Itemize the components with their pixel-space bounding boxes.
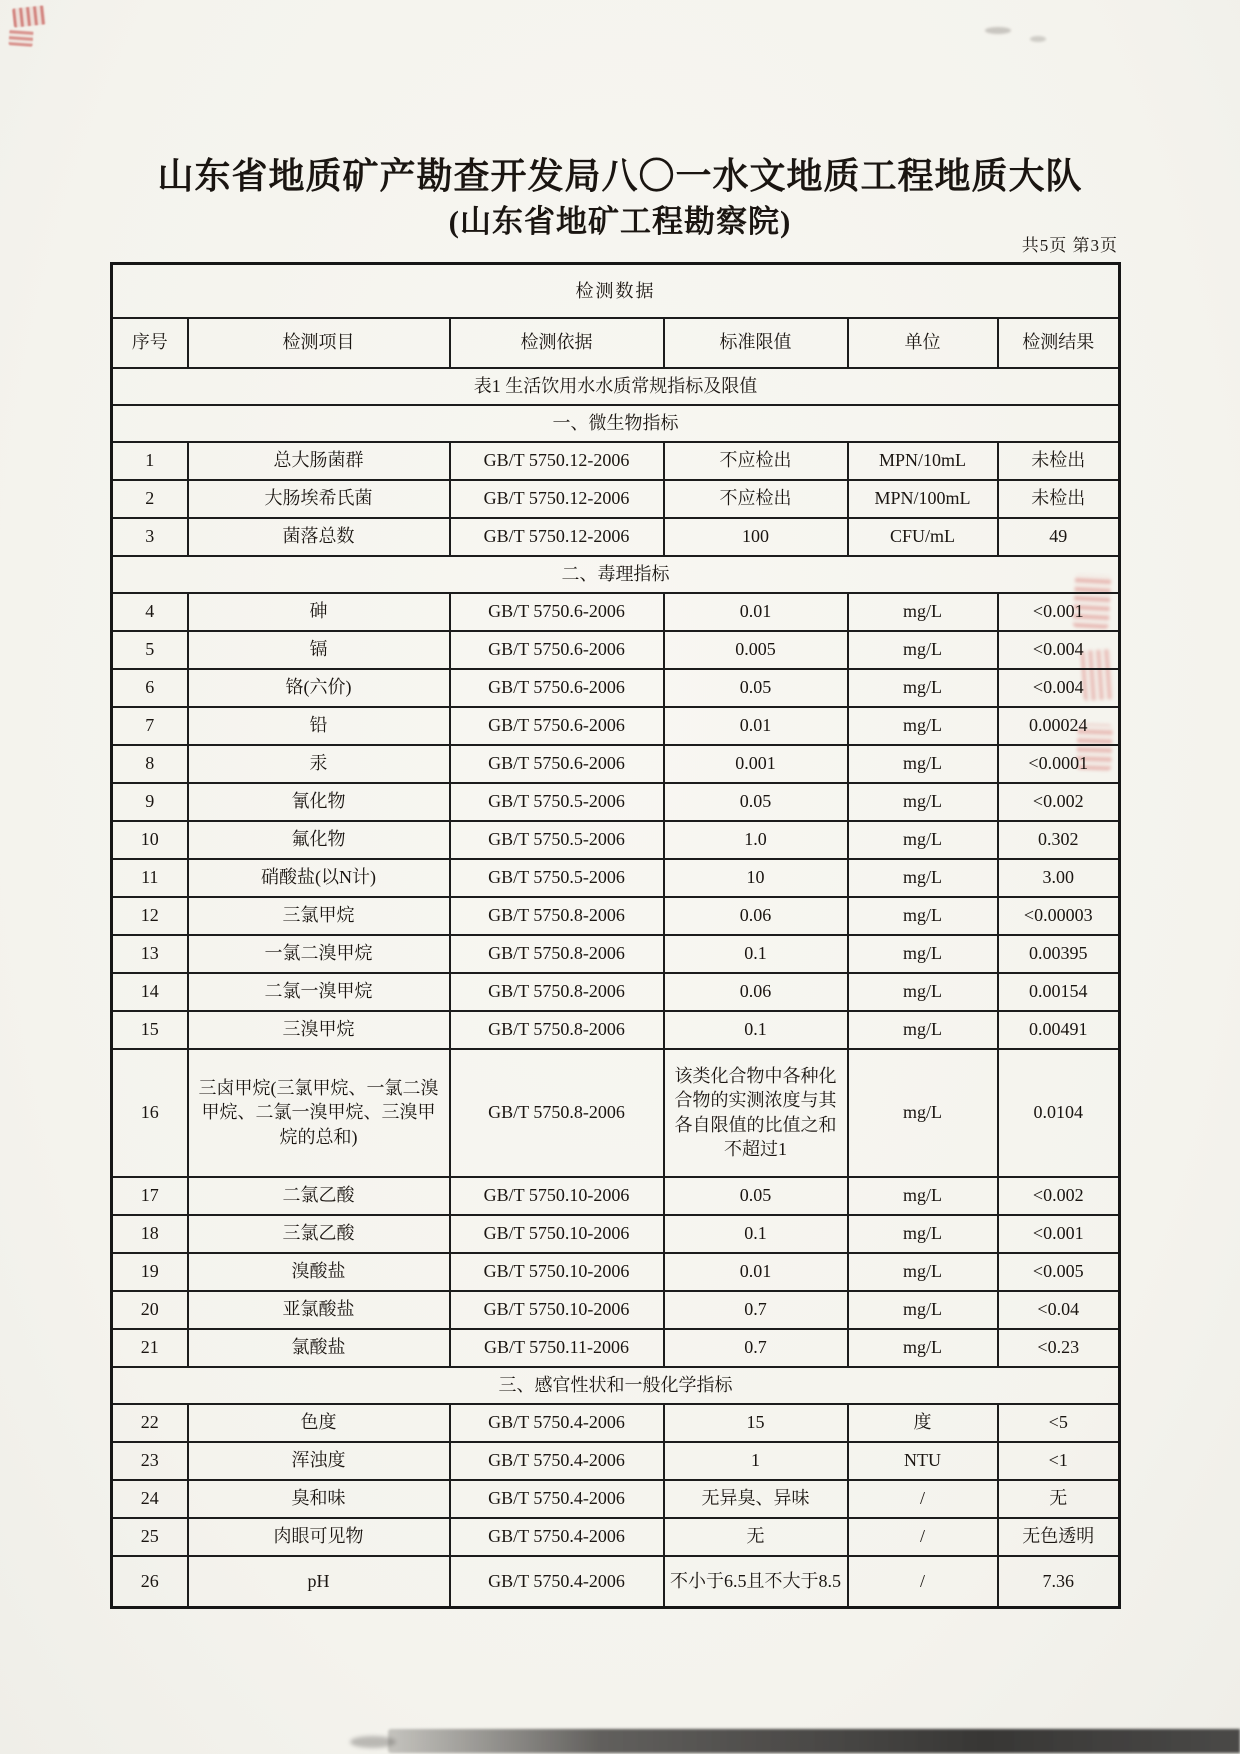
organization-subtitle: (山东省地矿工程勘察院) bbox=[448, 204, 792, 239]
table-row bbox=[112, 1404, 1120, 1442]
cell-limit: 15 bbox=[664, 1404, 848, 1442]
cell-unit: mg/L bbox=[848, 859, 998, 897]
cell-unit: mg/L bbox=[848, 631, 998, 669]
cell-limit: 0.05 bbox=[664, 783, 848, 821]
cell-limit: 0.001 bbox=[664, 745, 848, 783]
cell-no: 11 bbox=[112, 859, 188, 897]
cell-limit: 该类化合物中各种化合物的实测浓度与其各自限值的比值之和不超过1 bbox=[664, 1049, 848, 1177]
cell-result: <0.23 bbox=[998, 1329, 1120, 1367]
cell-result: 未检出 bbox=[998, 480, 1120, 518]
page-indicator: 共5页 第3页 bbox=[1021, 236, 1118, 255]
cell-no: 19 bbox=[112, 1253, 188, 1291]
cell-result: <0.002 bbox=[998, 783, 1120, 821]
cell-result: <0.004 bbox=[998, 631, 1120, 669]
cell-limit: 0.01 bbox=[664, 707, 848, 745]
section-label: 二、毒理指标 bbox=[112, 556, 1120, 593]
cell-item: 臭和味 bbox=[188, 1480, 450, 1518]
table-row bbox=[112, 1177, 1120, 1215]
cell-unit: MPN/100mL bbox=[848, 480, 998, 518]
column-header-1: 检测项目 bbox=[188, 318, 450, 368]
cell-result: <5 bbox=[998, 1404, 1120, 1442]
cell-basis: GB/T 5750.8-2006 bbox=[450, 935, 664, 973]
cell-unit: mg/L bbox=[848, 783, 998, 821]
cell-no: 24 bbox=[112, 1480, 188, 1518]
table-row bbox=[112, 1253, 1120, 1291]
cell-limit: 无 bbox=[664, 1518, 848, 1556]
table-row bbox=[112, 783, 1120, 821]
cell-no: 15 bbox=[112, 1011, 188, 1049]
cell-basis: GB/T 5750.8-2006 bbox=[450, 897, 664, 935]
cell-unit: MPN/10mL bbox=[848, 442, 998, 480]
cell-item: 浑浊度 bbox=[188, 1442, 450, 1480]
cell-item: 汞 bbox=[188, 745, 450, 783]
cell-item: pH bbox=[188, 1556, 450, 1608]
cell-item: 三氯乙酸 bbox=[188, 1215, 450, 1253]
cell-unit: mg/L bbox=[848, 593, 998, 631]
column-header-2: 检测依据 bbox=[450, 318, 664, 368]
cell-no: 20 bbox=[112, 1291, 188, 1329]
cell-limit: 不应检出 bbox=[664, 442, 848, 480]
cell-result: <0.00003 bbox=[998, 897, 1120, 935]
cell-basis: GB/T 5750.10-2006 bbox=[450, 1291, 664, 1329]
cell-item: 三溴甲烷 bbox=[188, 1011, 450, 1049]
cell-basis: GB/T 5750.5-2006 bbox=[450, 783, 664, 821]
cell-no: 23 bbox=[112, 1442, 188, 1480]
cell-limit: 不应检出 bbox=[664, 480, 848, 518]
cell-basis: GB/T 5750.5-2006 bbox=[450, 821, 664, 859]
table-row bbox=[112, 745, 1120, 783]
cell-limit: 0.1 bbox=[664, 1215, 848, 1253]
cell-item: 硝酸盐(以N计) bbox=[188, 859, 450, 897]
cell-unit: mg/L bbox=[848, 821, 998, 859]
cell-no: 4 bbox=[112, 593, 188, 631]
cell-item: 大肠埃希氏菌 bbox=[188, 480, 450, 518]
table-title: 检测数据 bbox=[112, 264, 1120, 318]
column-header-row bbox=[112, 318, 1120, 368]
cell-item: 砷 bbox=[188, 593, 450, 631]
cell-no: 12 bbox=[112, 897, 188, 935]
cell-item: 色度 bbox=[188, 1404, 450, 1442]
cell-unit: mg/L bbox=[848, 1011, 998, 1049]
red-seal-fragment-top-left-2 bbox=[8, 29, 33, 47]
table-row bbox=[112, 1442, 1120, 1480]
cell-result: <0.004 bbox=[998, 669, 1120, 707]
cell-result: <0.002 bbox=[998, 1177, 1120, 1215]
cell-limit: 不小于6.5且不大于8.5 bbox=[664, 1556, 848, 1608]
cell-limit: 10 bbox=[664, 859, 848, 897]
cell-unit: mg/L bbox=[848, 897, 998, 935]
table-row bbox=[112, 669, 1120, 707]
cell-item: 氰化物 bbox=[188, 783, 450, 821]
cell-limit: 1.0 bbox=[664, 821, 848, 859]
cell-result: <0.001 bbox=[998, 593, 1120, 631]
cell-no: 3 bbox=[112, 518, 188, 556]
cell-basis: GB/T 5750.8-2006 bbox=[450, 1011, 664, 1049]
cell-item: 亚氯酸盐 bbox=[188, 1291, 450, 1329]
cell-limit: 0.01 bbox=[664, 1253, 848, 1291]
cell-limit: 0.7 bbox=[664, 1291, 848, 1329]
cell-limit: 0.05 bbox=[664, 1177, 848, 1215]
cell-item: 二氯一溴甲烷 bbox=[188, 973, 450, 1011]
cell-result: <0.0001 bbox=[998, 745, 1120, 783]
cell-unit: 度 bbox=[848, 1404, 998, 1442]
cell-basis: GB/T 5750.6-2006 bbox=[450, 707, 664, 745]
table-row bbox=[112, 821, 1120, 859]
cell-basis: GB/T 5750.12-2006 bbox=[450, 442, 664, 480]
cell-basis: GB/T 5750.6-2006 bbox=[450, 593, 664, 631]
cell-basis: GB/T 5750.12-2006 bbox=[450, 480, 664, 518]
scan-shadow-bar-bottom bbox=[388, 1729, 1240, 1753]
cell-limit: 0.01 bbox=[664, 593, 848, 631]
cell-limit: 100 bbox=[664, 518, 848, 556]
scan-smudge-bottom-left bbox=[350, 1736, 396, 1748]
cell-unit: CFU/mL bbox=[848, 518, 998, 556]
cell-basis: GB/T 5750.6-2006 bbox=[450, 631, 664, 669]
organization-title: 山东省地质矿产勘查开发局八〇一水文地质工程地质大队 bbox=[157, 156, 1083, 196]
cell-result: 49 bbox=[998, 518, 1120, 556]
scan-speck-top-right-1 bbox=[985, 27, 1011, 34]
cell-unit: mg/L bbox=[848, 1329, 998, 1367]
cell-result: 0.00491 bbox=[998, 1011, 1120, 1049]
cell-no: 25 bbox=[112, 1518, 188, 1556]
cell-unit: mg/L bbox=[848, 1291, 998, 1329]
table-row bbox=[112, 442, 1120, 480]
cell-item: 三氯甲烷 bbox=[188, 897, 450, 935]
cell-result: 7.36 bbox=[998, 1556, 1120, 1608]
cell-unit: mg/L bbox=[848, 973, 998, 1011]
cell-no: 21 bbox=[112, 1329, 188, 1367]
table-row bbox=[112, 518, 1120, 556]
cell-result: <1 bbox=[998, 1442, 1120, 1480]
cell-no: 14 bbox=[112, 973, 188, 1011]
cell-unit: mg/L bbox=[848, 745, 998, 783]
cell-basis: GB/T 5750.6-2006 bbox=[450, 745, 664, 783]
cell-basis: GB/T 5750.5-2006 bbox=[450, 859, 664, 897]
cell-basis: GB/T 5750.4-2006 bbox=[450, 1442, 664, 1480]
cell-item: 总大肠菌群 bbox=[188, 442, 450, 480]
cell-limit: 0.7 bbox=[664, 1329, 848, 1367]
cell-no: 16 bbox=[112, 1049, 188, 1177]
cell-result: 0.302 bbox=[998, 821, 1120, 859]
cell-no: 26 bbox=[112, 1556, 188, 1608]
cell-item: 氟化物 bbox=[188, 821, 450, 859]
cell-item: 铅 bbox=[188, 707, 450, 745]
cell-unit: mg/L bbox=[848, 1253, 998, 1291]
cell-limit: 1 bbox=[664, 1442, 848, 1480]
column-header-0: 序号 bbox=[112, 318, 188, 368]
section-row bbox=[112, 405, 1120, 442]
cell-unit: mg/L bbox=[848, 1177, 998, 1215]
cell-no: 1 bbox=[112, 442, 188, 480]
cell-unit: / bbox=[848, 1480, 998, 1518]
cell-item: 菌落总数 bbox=[188, 518, 450, 556]
cell-no: 13 bbox=[112, 935, 188, 973]
cell-limit: 0.05 bbox=[664, 669, 848, 707]
cell-no: 17 bbox=[112, 1177, 188, 1215]
cell-basis: GB/T 5750.6-2006 bbox=[450, 669, 664, 707]
section-row bbox=[112, 556, 1120, 593]
cell-basis: GB/T 5750.4-2006 bbox=[450, 1518, 664, 1556]
cell-no: 8 bbox=[112, 745, 188, 783]
table-row bbox=[112, 897, 1120, 935]
cell-unit: mg/L bbox=[848, 707, 998, 745]
cell-no: 10 bbox=[112, 821, 188, 859]
cell-result: <0.005 bbox=[998, 1253, 1120, 1291]
scan-speck-top-right-2 bbox=[1030, 36, 1046, 42]
cell-item: 三卤甲烷(三氯甲烷、一氯二溴甲烷、二氯一溴甲烷、三溴甲烷的总和) bbox=[188, 1049, 450, 1177]
cell-result: 3.00 bbox=[998, 859, 1120, 897]
cell-no: 22 bbox=[112, 1404, 188, 1442]
cell-result: 未检出 bbox=[998, 442, 1120, 480]
cell-result: <0.04 bbox=[998, 1291, 1120, 1329]
cell-result: 0.00024 bbox=[998, 707, 1120, 745]
table-row bbox=[112, 935, 1120, 973]
cell-item: 溴酸盐 bbox=[188, 1253, 450, 1291]
table-row bbox=[112, 1291, 1120, 1329]
cell-item: 肉眼可见物 bbox=[188, 1518, 450, 1556]
cell-basis: GB/T 5750.4-2006 bbox=[450, 1556, 664, 1608]
cell-no: 2 bbox=[112, 480, 188, 518]
cell-limit: 0.06 bbox=[664, 973, 848, 1011]
column-header-5: 检测结果 bbox=[998, 318, 1120, 368]
cell-basis: GB/T 5750.12-2006 bbox=[450, 518, 664, 556]
cell-no: 18 bbox=[112, 1215, 188, 1253]
cell-result: 无 bbox=[998, 1480, 1120, 1518]
table-row bbox=[112, 1556, 1120, 1608]
cell-unit: / bbox=[848, 1518, 998, 1556]
cell-unit: NTU bbox=[848, 1442, 998, 1480]
cell-result: 0.0104 bbox=[998, 1049, 1120, 1177]
cell-basis: GB/T 5750.8-2006 bbox=[450, 1049, 664, 1177]
cell-basis: GB/T 5750.10-2006 bbox=[450, 1253, 664, 1291]
cell-result: <0.001 bbox=[998, 1215, 1120, 1253]
section-label: 一、微生物指标 bbox=[112, 405, 1120, 442]
table-title-row bbox=[112, 264, 1120, 318]
table-row bbox=[112, 1215, 1120, 1253]
cell-result: 无色透明 bbox=[998, 1518, 1120, 1556]
table-row bbox=[112, 707, 1120, 745]
cell-limit: 0.1 bbox=[664, 935, 848, 973]
table-row bbox=[112, 1518, 1120, 1556]
table-row bbox=[112, 1329, 1120, 1367]
cell-basis: GB/T 5750.10-2006 bbox=[450, 1177, 664, 1215]
cell-unit: / bbox=[848, 1556, 998, 1608]
table-row bbox=[112, 859, 1120, 897]
cell-unit: mg/L bbox=[848, 935, 998, 973]
table-row bbox=[112, 593, 1120, 631]
cell-unit: mg/L bbox=[848, 669, 998, 707]
red-seal-fragment-top-left-1 bbox=[12, 5, 46, 27]
cell-no: 6 bbox=[112, 669, 188, 707]
cell-item: 二氯乙酸 bbox=[188, 1177, 450, 1215]
cell-result: 0.00154 bbox=[998, 973, 1120, 1011]
table-row bbox=[112, 1049, 1120, 1177]
section-label: 表1 生活饮用水水质常规指标及限值 bbox=[112, 368, 1120, 405]
cell-basis: GB/T 5750.11-2006 bbox=[450, 1329, 664, 1367]
section-label: 三、感官性状和一般化学指标 bbox=[112, 1367, 1120, 1404]
table-row bbox=[112, 631, 1120, 669]
cell-no: 7 bbox=[112, 707, 188, 745]
cell-basis: GB/T 5750.10-2006 bbox=[450, 1215, 664, 1253]
column-header-4: 单位 bbox=[848, 318, 998, 368]
table-row bbox=[112, 1480, 1120, 1518]
cell-basis: GB/T 5750.8-2006 bbox=[450, 973, 664, 1011]
cell-item: 镉 bbox=[188, 631, 450, 669]
table-row bbox=[112, 973, 1120, 1011]
cell-limit: 0.1 bbox=[664, 1011, 848, 1049]
cell-item: 铬(六价) bbox=[188, 669, 450, 707]
test-data-table bbox=[110, 262, 1121, 1609]
cell-limit: 无异臭、异味 bbox=[664, 1480, 848, 1518]
cell-unit: mg/L bbox=[848, 1215, 998, 1253]
section-row bbox=[112, 368, 1120, 405]
table-row bbox=[112, 480, 1120, 518]
cell-no: 5 bbox=[112, 631, 188, 669]
cell-basis: GB/T 5750.4-2006 bbox=[450, 1480, 664, 1518]
cell-item: 氯酸盐 bbox=[188, 1329, 450, 1367]
cell-limit: 0.06 bbox=[664, 897, 848, 935]
cell-basis: GB/T 5750.4-2006 bbox=[450, 1404, 664, 1442]
cell-no: 9 bbox=[112, 783, 188, 821]
section-row bbox=[112, 1367, 1120, 1404]
table-row bbox=[112, 1011, 1120, 1049]
cell-limit: 0.005 bbox=[664, 631, 848, 669]
column-header-3: 标准限值 bbox=[664, 318, 848, 368]
cell-result: 0.00395 bbox=[998, 935, 1120, 973]
cell-unit: mg/L bbox=[848, 1049, 998, 1177]
cell-item: 一氯二溴甲烷 bbox=[188, 935, 450, 973]
